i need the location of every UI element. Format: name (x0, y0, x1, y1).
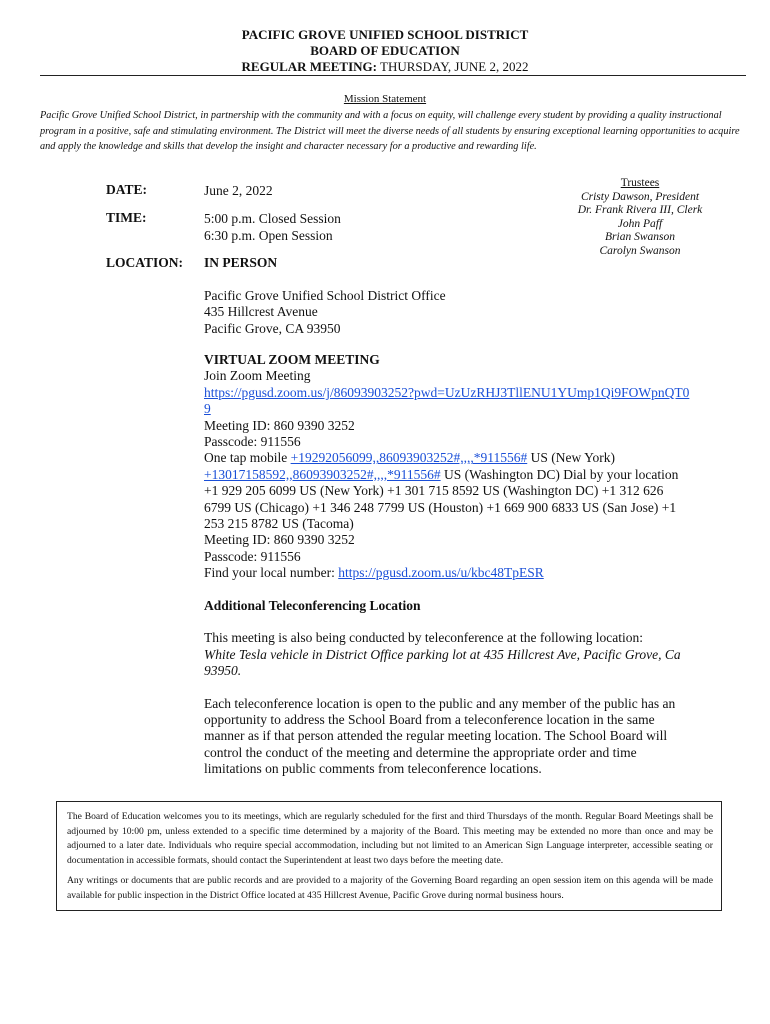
zoom-url-line[interactable]: 9 (204, 401, 211, 417)
one-tap-prefix: One tap mobile (204, 450, 291, 466)
teleconference-paragraph: manner as if that person attended the regular meeting location. The School Board will (204, 728, 668, 744)
public-notice-box (56, 801, 722, 911)
mission-statement: Pacific Grove Unified School District, in partnership with the community and with a focus on equity, will challenge every student by providing a quality instructional program in a positive, safe and stimulating environment. The District will meet the diverse needs of all students by ensuring exceptional learning opportunities to acquire and apply the knowledge and skills that develop the insight and character necessary for a productive and rewarding life. (40, 110, 740, 152)
date-value: June 2, 2022 (204, 183, 273, 198)
zoom-heading: VIRTUAL ZOOM MEETING (204, 352, 380, 367)
trustee-name: John Paff (617, 217, 663, 230)
one-tap-region: US (New York) (527, 450, 615, 466)
zoom-passcode: Passcode: 911556 (204, 434, 301, 450)
notice-paragraph: The Board of Education welcomes you to its meetings, which are regularly scheduled for the first and third Thursdays of the month. Regular Board Meetings shall be adjourned by 10:00 pm, unless extended to a specific time determined by a majority of the Board. This meeting may be extended no more than once and may be adjourned to a later date. Individuals who require special accommodation, including but not limited to an American Sign Language interpreter, accessible seating or documentation in accessible formats, should contact the Superintendent at least two days before the meeting date. (67, 811, 713, 866)
teleconference-heading: Additional Teleconferencing Location (204, 598, 421, 613)
zoom-section (204, 352, 714, 582)
trustees-list (560, 177, 720, 258)
one-tap-link-ny[interactable]: +19292056099,,86093903252#,,,,*911556# (290, 450, 528, 466)
trustee-name: Carolyn Swanson (599, 244, 681, 257)
trustee-name: Cristy Dawson, President (580, 190, 700, 203)
spacer (204, 614, 714, 630)
teleconference-location: White Tesla vehicle in District Office parking lot at 435 Hillcrest Ave, Pacific Grove, Ca (204, 646, 681, 662)
header-divider (40, 75, 746, 76)
meeting-title (40, 59, 730, 75)
in-person-heading: IN PERSON (204, 255, 278, 270)
zoom-passcode: Passcode: 911556 (204, 548, 301, 564)
teleconference-intro: This meeting is also being conducted by teleconference at the following location: (204, 630, 643, 646)
dial-numbers: +1 929 205 6099 US (New York) +1 301 715 8592 US (Washington DC) +1 312 626 (204, 483, 664, 499)
date-label: DATE: (106, 182, 148, 197)
local-number-link[interactable]: https://pgusd.zoom.us/u/kbc48TpESR (338, 565, 544, 581)
trustees-title: Trustees (620, 177, 660, 189)
one-tap-line (204, 467, 714, 483)
address-line: 435 Hillcrest Avenue (204, 304, 318, 320)
time-closed-session: 5:00 p.m. Closed Session (204, 211, 341, 226)
trustee-name: Dr. Frank Rivera III, Clerk (577, 204, 703, 216)
address-line: Pacific Grove, CA 93950 (204, 320, 341, 336)
zoom-meeting-id: Meeting ID: 860 9390 3252 (204, 417, 355, 433)
notice-paragraph: Any writings or documents that are public records and are provided to a majority of the Governing Board regarding an open session item on this agenda will be made available for public inspection in the District Office located at 435 Hillcrest Avenue, Pacific Grove during normal business hours. (67, 875, 713, 901)
dial-numbers: 6799 US (Chicago) +1 346 248 7799 US (Houston) +1 669 900 6833 US (San Jose) +1 (204, 499, 677, 515)
address-line: Pacific Grove Unified School District Office (204, 288, 446, 303)
zoom-url[interactable] (204, 385, 714, 418)
zoom-url-line[interactable]: https://pgusd.zoom.us/j/86093903252?pwd=UzUzRHJ3TllENU1YUmp1Qi9FOWpnQT0 (204, 384, 690, 400)
trustee-name: Brian Swanson (605, 231, 675, 243)
teleconference-section (204, 598, 714, 778)
meeting-type: REGULAR MEETING: (241, 59, 377, 74)
local-number-prefix: Find your local number: (204, 565, 339, 581)
one-tap-region: US (Washington DC) Dial by your location (440, 466, 679, 482)
dial-numbers: 253 215 8782 US (Tacoma) (204, 516, 354, 532)
location-label: LOCATION: (106, 255, 184, 270)
teleconference-paragraph: control the conduct of the meeting and determine the appropriate order and time (204, 744, 637, 760)
time-label: TIME: (106, 210, 147, 225)
spacer (204, 680, 714, 696)
local-number-line (204, 565, 714, 581)
one-tap-line (204, 450, 714, 466)
time-open-session: 6:30 p.m. Open Session (204, 228, 333, 243)
board-name: BOARD OF EDUCATION (310, 43, 460, 58)
zoom-meeting-id: Meeting ID: 860 9390 3252 (204, 532, 355, 548)
teleconference-paragraph: Each teleconference location is open to the public and any member of the public has an (204, 695, 676, 711)
mission-title: Mission Statement (343, 93, 427, 105)
meeting-date-heading: THURSDAY, JUNE 2, 2022 (376, 59, 529, 74)
teleconference-paragraph: limitations on public comments from teleconference locations. (204, 761, 542, 777)
district-name: PACIFIC GROVE UNIFIED SCHOOL DISTRICT (241, 27, 529, 42)
teleconference-paragraph: opportunity to address the School Board from a teleconference location in the same (204, 712, 655, 728)
zoom-join-text: Join Zoom Meeting (204, 368, 311, 384)
office-address (204, 288, 714, 337)
one-tap-link-dc[interactable]: +13017158592,,86093903252#,,,,*911556# (204, 466, 441, 482)
teleconference-location: 93950. (204, 663, 242, 679)
